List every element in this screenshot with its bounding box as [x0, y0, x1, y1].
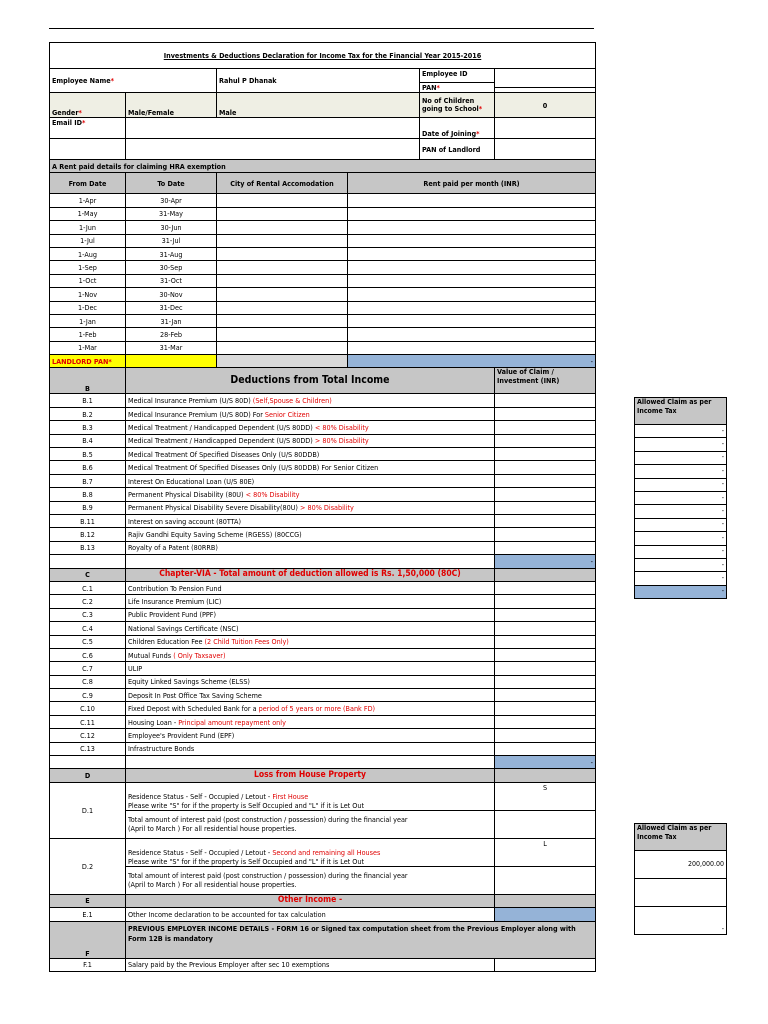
- landlord-pan-input[interactable]: [126, 355, 217, 368]
- row-description: Permanent Physical Disability (80U) < 80% Disability: [126, 488, 495, 501]
- claim-input[interactable]: [495, 715, 596, 728]
- section-c-total: -: [495, 756, 596, 769]
- row-code: C.1: [50, 581, 126, 594]
- row-code: B.12: [50, 528, 126, 541]
- claim-input[interactable]: [495, 662, 596, 675]
- deduction-row: [50, 608, 596, 621]
- claim-input[interactable]: [495, 528, 596, 541]
- claim-input[interactable]: [495, 635, 596, 648]
- row-description: Permanent Physical Disability Severe Disability(80U) > 80% Disability: [126, 501, 495, 514]
- city-input[interactable]: [217, 261, 348, 274]
- allowed-claim-total: -: [635, 585, 727, 598]
- row-code: B.3: [50, 421, 126, 434]
- row-description: National Savings Certificate (NSC): [126, 622, 495, 635]
- deduction-row: [50, 648, 596, 661]
- to-date: 31-Aug: [126, 247, 217, 260]
- claim-input[interactable]: [495, 501, 596, 514]
- to-date: 31-Oct: [126, 274, 217, 287]
- row-description: Interest On Educational Loan (U/S 80E): [126, 474, 495, 487]
- deduction-row: [50, 702, 596, 715]
- allowed-claim-value: -: [635, 478, 727, 491]
- allowed-claim-b-table: [634, 397, 727, 599]
- declaration-form: [49, 42, 596, 972]
- to-date: 31-Jan: [126, 314, 217, 327]
- deduction-row: [50, 662, 596, 675]
- gender-label: Gender*: [50, 93, 126, 118]
- row-description: Royalty of a Patent (80RRB): [126, 541, 495, 554]
- city-input[interactable]: [217, 274, 348, 287]
- rent-input[interactable]: [348, 194, 596, 207]
- from-date: 1-Apr: [50, 194, 126, 207]
- rent-input[interactable]: [348, 301, 596, 314]
- row-code: C.12: [50, 729, 126, 742]
- city-input[interactable]: [217, 341, 348, 354]
- section-d-title: Loss from House Property: [126, 769, 495, 782]
- row-description: Medical Insurance Premium (U/S 80D) For Senior Citizen: [126, 407, 495, 420]
- residence-status-text: Residence Status - Self - Occupied / Letout - Second and remaining all Houses Please write "S" for if the property is Self Occupied and "L" if it is Let Out: [126, 838, 495, 866]
- from-date: 1-Feb: [50, 328, 126, 341]
- deduction-row: [50, 434, 596, 447]
- interest-paid-text: Total amount of interest paid (post construction / possession) during the financial year (April to March ) For all residential house properties.: [126, 810, 495, 838]
- deduction-row: [50, 622, 596, 635]
- row-description: Employee's Provident Fund (EPF): [126, 729, 495, 742]
- rent-row: [50, 194, 596, 207]
- section-f-title: PREVIOUS EMPLOYER INCOME DETAILS - FORM 16 or Signed tax computation sheet from the Previous Employer along with Form 12B is mandatory: [126, 921, 596, 958]
- row-description: Medical Treatment Of Specified Diseases Only (U/S 80DDB): [126, 448, 495, 461]
- claim-input[interactable]: [495, 407, 596, 420]
- rent-row: [50, 221, 596, 234]
- claim-input[interactable]: [495, 648, 596, 661]
- to-date: 30-Sep: [126, 261, 217, 274]
- row-code: B.8: [50, 488, 126, 501]
- allowed-claim-value: -: [635, 558, 727, 571]
- row-description: Salary paid by the Previous Employer after sec 10 exemptions: [126, 958, 495, 971]
- section-b-code: B: [50, 368, 126, 394]
- allowed-claim-value: -: [635, 451, 727, 464]
- city-input[interactable]: [217, 221, 348, 234]
- section-a-title: A Rent paid details for claiming HRA exemption: [50, 160, 596, 173]
- row-code: F.1: [50, 958, 126, 971]
- row-description: Life Insurance Premium (LIC): [126, 595, 495, 608]
- row-code: B.6: [50, 461, 126, 474]
- allowed-claim-value: -: [635, 425, 727, 438]
- top-rule: [49, 28, 594, 29]
- rent-row: [50, 207, 596, 220]
- deduction-row: [50, 394, 596, 407]
- to-date: 30-Apr: [126, 194, 217, 207]
- email-label: Email ID*: [50, 118, 126, 139]
- row-code: C.2: [50, 595, 126, 608]
- row-code: C.8: [50, 675, 126, 688]
- deduction-row: [50, 474, 596, 487]
- from-date: 1-Aug: [50, 247, 126, 260]
- rent-input[interactable]: [348, 221, 596, 234]
- allowed-claim-value: -: [635, 491, 727, 504]
- row-code: E.1: [50, 908, 126, 921]
- allowed-claim-value: -: [635, 505, 727, 518]
- allowed-claim-value: -: [635, 438, 727, 451]
- to-date: 31-Dec: [126, 301, 217, 314]
- row-code: C.13: [50, 742, 126, 755]
- deduction-row: [50, 528, 596, 541]
- rent-input[interactable]: [348, 234, 596, 247]
- landlord-pan-label: LANDLORD PAN*: [50, 355, 126, 368]
- rent-row: [50, 288, 596, 301]
- section-c-title: Chapter-VIA - Total amount of deduction allowed is Rs. 1,50,000 (80C): [126, 568, 495, 581]
- to-date: 30-Jun: [126, 221, 217, 234]
- rent-input[interactable]: [348, 207, 596, 220]
- city-input[interactable]: [217, 194, 348, 207]
- row-code: C.9: [50, 689, 126, 702]
- row-description: Contribution To Pension Fund: [126, 581, 495, 594]
- rent-row: [50, 274, 596, 287]
- city-input[interactable]: [217, 288, 348, 301]
- deduction-row: [50, 448, 596, 461]
- row-code: B.11: [50, 514, 126, 527]
- row-code: C.10: [50, 702, 126, 715]
- row-description: Mutual Funds ( Only Taxsaver): [126, 648, 495, 661]
- row-description: Children Education Fee (2 Child Tuition Fees Only): [126, 635, 495, 648]
- section-b-value-header: Value of Claim / Investment (INR): [495, 368, 596, 394]
- interest-paid-input[interactable]: [495, 866, 596, 894]
- row-code: B.9: [50, 501, 126, 514]
- deduction-row: [50, 595, 596, 608]
- section-f-code: F: [50, 921, 126, 958]
- allowed-claim-value: -: [635, 545, 727, 558]
- interest-paid-text: Total amount of interest paid (post construction / possession) during the financial year (April to March ) For all residential house properties.: [126, 866, 495, 894]
- row-code: C.6: [50, 648, 126, 661]
- section-c-code: C: [50, 568, 126, 581]
- row-code: C.7: [50, 662, 126, 675]
- required-star: *: [436, 83, 440, 92]
- claim-input[interactable]: [495, 461, 596, 474]
- to-date: 30-Nov: [126, 288, 217, 301]
- from-date-header: From Date: [50, 173, 126, 194]
- to-date: 31-Mar: [126, 341, 217, 354]
- from-date: 1-Oct: [50, 274, 126, 287]
- gender-hint: Male/Female: [126, 93, 217, 118]
- other-income-input[interactable]: [495, 908, 596, 921]
- previous-salary-input[interactable]: [495, 958, 596, 971]
- rent-row: [50, 301, 596, 314]
- row-code: B.2: [50, 407, 126, 420]
- deduction-row: [50, 421, 596, 434]
- residence-status-text: Residence Status - Self - Occupied / Letout - First House Please write "S" for if the property is Self Occupied and "L" if it is Let Out: [126, 782, 495, 810]
- row-description: Fixed Depost with Scheduled Bank for a period of 5 years or more (Bank FD): [126, 702, 495, 715]
- row-description: Medical Insurance Premium (U/S 80D) (Self,Spouse & Children): [126, 394, 495, 407]
- row-description: Equity Linked Savings Scheme (ELSS): [126, 675, 495, 688]
- deduction-row: [50, 635, 596, 648]
- section-b-title: Deductions from Total Income: [126, 368, 495, 394]
- row-description: Public Provident Fund (PPF): [126, 608, 495, 621]
- claim-input[interactable]: [495, 541, 596, 554]
- city-input[interactable]: [217, 234, 348, 247]
- rent-row: [50, 328, 596, 341]
- employee-id-input[interactable]: [495, 74, 595, 88]
- claim-input[interactable]: [495, 434, 596, 447]
- claim-input[interactable]: [495, 474, 596, 487]
- claim-input[interactable]: [495, 622, 596, 635]
- claim-input[interactable]: [495, 702, 596, 715]
- row-description: Housing Loan - Principal amount repayment only: [126, 715, 495, 728]
- residence-status-input[interactable]: L: [495, 838, 596, 866]
- allowed-claim-d1: 200,000.00: [635, 851, 727, 879]
- email-input[interactable]: [126, 118, 420, 138]
- deduction-row: [50, 461, 596, 474]
- deduction-row: [50, 675, 596, 688]
- rent-row: [50, 261, 596, 274]
- row-code: C.4: [50, 622, 126, 635]
- pan-landlord-input[interactable]: [495, 139, 596, 160]
- row-code: B.13: [50, 541, 126, 554]
- interest-paid-input[interactable]: [495, 810, 596, 838]
- children-value[interactable]: 0: [495, 93, 596, 118]
- deduction-row: [50, 407, 596, 420]
- claim-input[interactable]: [495, 421, 596, 434]
- required-star: *: [110, 76, 114, 85]
- section-d-code: D: [50, 769, 126, 782]
- from-date: 1-Jun: [50, 221, 126, 234]
- claim-input[interactable]: [495, 581, 596, 594]
- deduction-row: [50, 742, 596, 755]
- gender-value[interactable]: Male: [217, 93, 420, 117]
- city-header: City of Rental Accomodation: [217, 173, 348, 194]
- row-description: Medical Treatment / Handicapped Dependent (U/S 80DD) > 80% Disability: [126, 434, 495, 447]
- row-code: C.11: [50, 715, 126, 728]
- rent-input[interactable]: [348, 314, 596, 327]
- row-description: Deposit In Post Office Tax Saving Scheme: [126, 689, 495, 702]
- rent-row: [50, 341, 596, 354]
- claim-input[interactable]: [495, 595, 596, 608]
- rent-input[interactable]: [348, 274, 596, 287]
- claim-input[interactable]: [495, 675, 596, 688]
- from-date: 1-Nov: [50, 288, 126, 301]
- required-star: *: [78, 108, 82, 117]
- to-date: 28-Feb: [126, 328, 217, 341]
- section-e-title: Other Income -: [126, 894, 495, 907]
- claim-input[interactable]: [495, 608, 596, 621]
- rent-input[interactable]: [348, 341, 596, 354]
- required-star: *: [478, 104, 483, 113]
- from-date: 1-Dec: [50, 301, 126, 314]
- row-code: B.1: [50, 394, 126, 407]
- city-input[interactable]: [217, 301, 348, 314]
- row-description: Medical Treatment Of Specified Diseases Only (U/S 80DDB) For Senior Citizen: [126, 461, 495, 474]
- allowed-claim-value: -: [635, 532, 727, 545]
- claim-input[interactable]: [495, 394, 596, 407]
- row-code: B.5: [50, 448, 126, 461]
- rent-row: [50, 314, 596, 327]
- row-description: ULIP: [126, 662, 495, 675]
- row-description: Other Income declaration to be accounted for tax calculation: [126, 908, 495, 921]
- rent-total: -: [348, 355, 596, 368]
- to-date-header: To Date: [126, 173, 217, 194]
- residence-status-input[interactable]: S: [495, 782, 596, 810]
- rent-input[interactable]: [348, 288, 596, 301]
- rent-input[interactable]: [348, 261, 596, 274]
- employee-id-label: Employee ID: [420, 69, 494, 83]
- pan-label: PAN*: [422, 83, 440, 92]
- deduction-row: [50, 729, 596, 742]
- section-b-total: -: [495, 555, 596, 568]
- row-code: B.4: [50, 434, 126, 447]
- doj-input[interactable]: [495, 118, 596, 139]
- to-date: 31-Jul: [126, 234, 217, 247]
- row-code: C.5: [50, 635, 126, 648]
- doj-label: Date of Joining*: [422, 129, 480, 138]
- deduction-row: [50, 514, 596, 527]
- claim-input[interactable]: [495, 742, 596, 755]
- to-date: 31-May: [126, 207, 217, 220]
- required-star: *: [81, 118, 86, 127]
- allowed-claim-d2: -: [635, 907, 727, 935]
- row-code: B.7: [50, 474, 126, 487]
- row-description: Medical Treatment / Handicapped Dependent (U/S 80DD) < 80% Disability: [126, 421, 495, 434]
- employee-name-value[interactable]: Rahul P Dhanak: [217, 69, 420, 92]
- allowed-claim-value: -: [635, 518, 727, 531]
- from-date: 1-Jul: [50, 234, 126, 247]
- row-description: Infrastructure Bonds: [126, 742, 495, 755]
- rent-row: [50, 234, 596, 247]
- employee-name-label: Employee Name*: [50, 69, 217, 93]
- claim-input[interactable]: [495, 488, 596, 501]
- deduction-row: [50, 715, 596, 728]
- deduction-row: [50, 488, 596, 501]
- row-code: D.1: [50, 782, 126, 838]
- row-code: D.2: [50, 838, 126, 894]
- deduction-row: [50, 501, 596, 514]
- allowed-claim-header: Allowed Claim as per Income Tax: [635, 398, 727, 425]
- form-title: Investments & Deductions Declaration for Income Tax for the Financial Year 2015-2016: [50, 43, 596, 69]
- allowed-claim-d-table: [634, 823, 727, 935]
- allowed-claim-header: Allowed Claim as per Income Tax: [635, 824, 727, 851]
- claim-input[interactable]: [495, 689, 596, 702]
- required-star: *: [476, 129, 480, 138]
- claim-input[interactable]: [495, 514, 596, 527]
- from-date: 1-Jan: [50, 314, 126, 327]
- deduction-row: [50, 541, 596, 554]
- claim-input[interactable]: [495, 729, 596, 742]
- row-description: Rajiv Gandhi Equity Saving Scheme (RGESS) (80CCG): [126, 528, 495, 541]
- from-date: 1-Sep: [50, 261, 126, 274]
- rent-header: Rent paid per month (INR): [348, 173, 596, 194]
- children-label: No of Children going to School*: [422, 95, 483, 113]
- allowed-claim-value: -: [635, 465, 727, 478]
- section-e-code: E: [50, 894, 126, 907]
- rent-row: [50, 247, 596, 260]
- allowed-claim-value: -: [635, 572, 727, 585]
- from-date: 1-Mar: [50, 341, 126, 354]
- city-input[interactable]: [217, 247, 348, 260]
- deduction-row: [50, 689, 596, 702]
- rent-input[interactable]: [348, 328, 596, 341]
- city-input[interactable]: [217, 328, 348, 341]
- row-code: C.3: [50, 608, 126, 621]
- employee-name-cell: [217, 69, 495, 93]
- rent-input[interactable]: [348, 247, 596, 260]
- claim-input[interactable]: [495, 448, 596, 461]
- from-date: 1-May: [50, 207, 126, 220]
- row-description: Interest on saving account (80TTA): [126, 514, 495, 527]
- city-input[interactable]: [217, 314, 348, 327]
- deduction-row: [50, 581, 596, 594]
- pan-landlord-label: PAN of Landlord: [422, 144, 481, 154]
- city-input[interactable]: [217, 207, 348, 220]
